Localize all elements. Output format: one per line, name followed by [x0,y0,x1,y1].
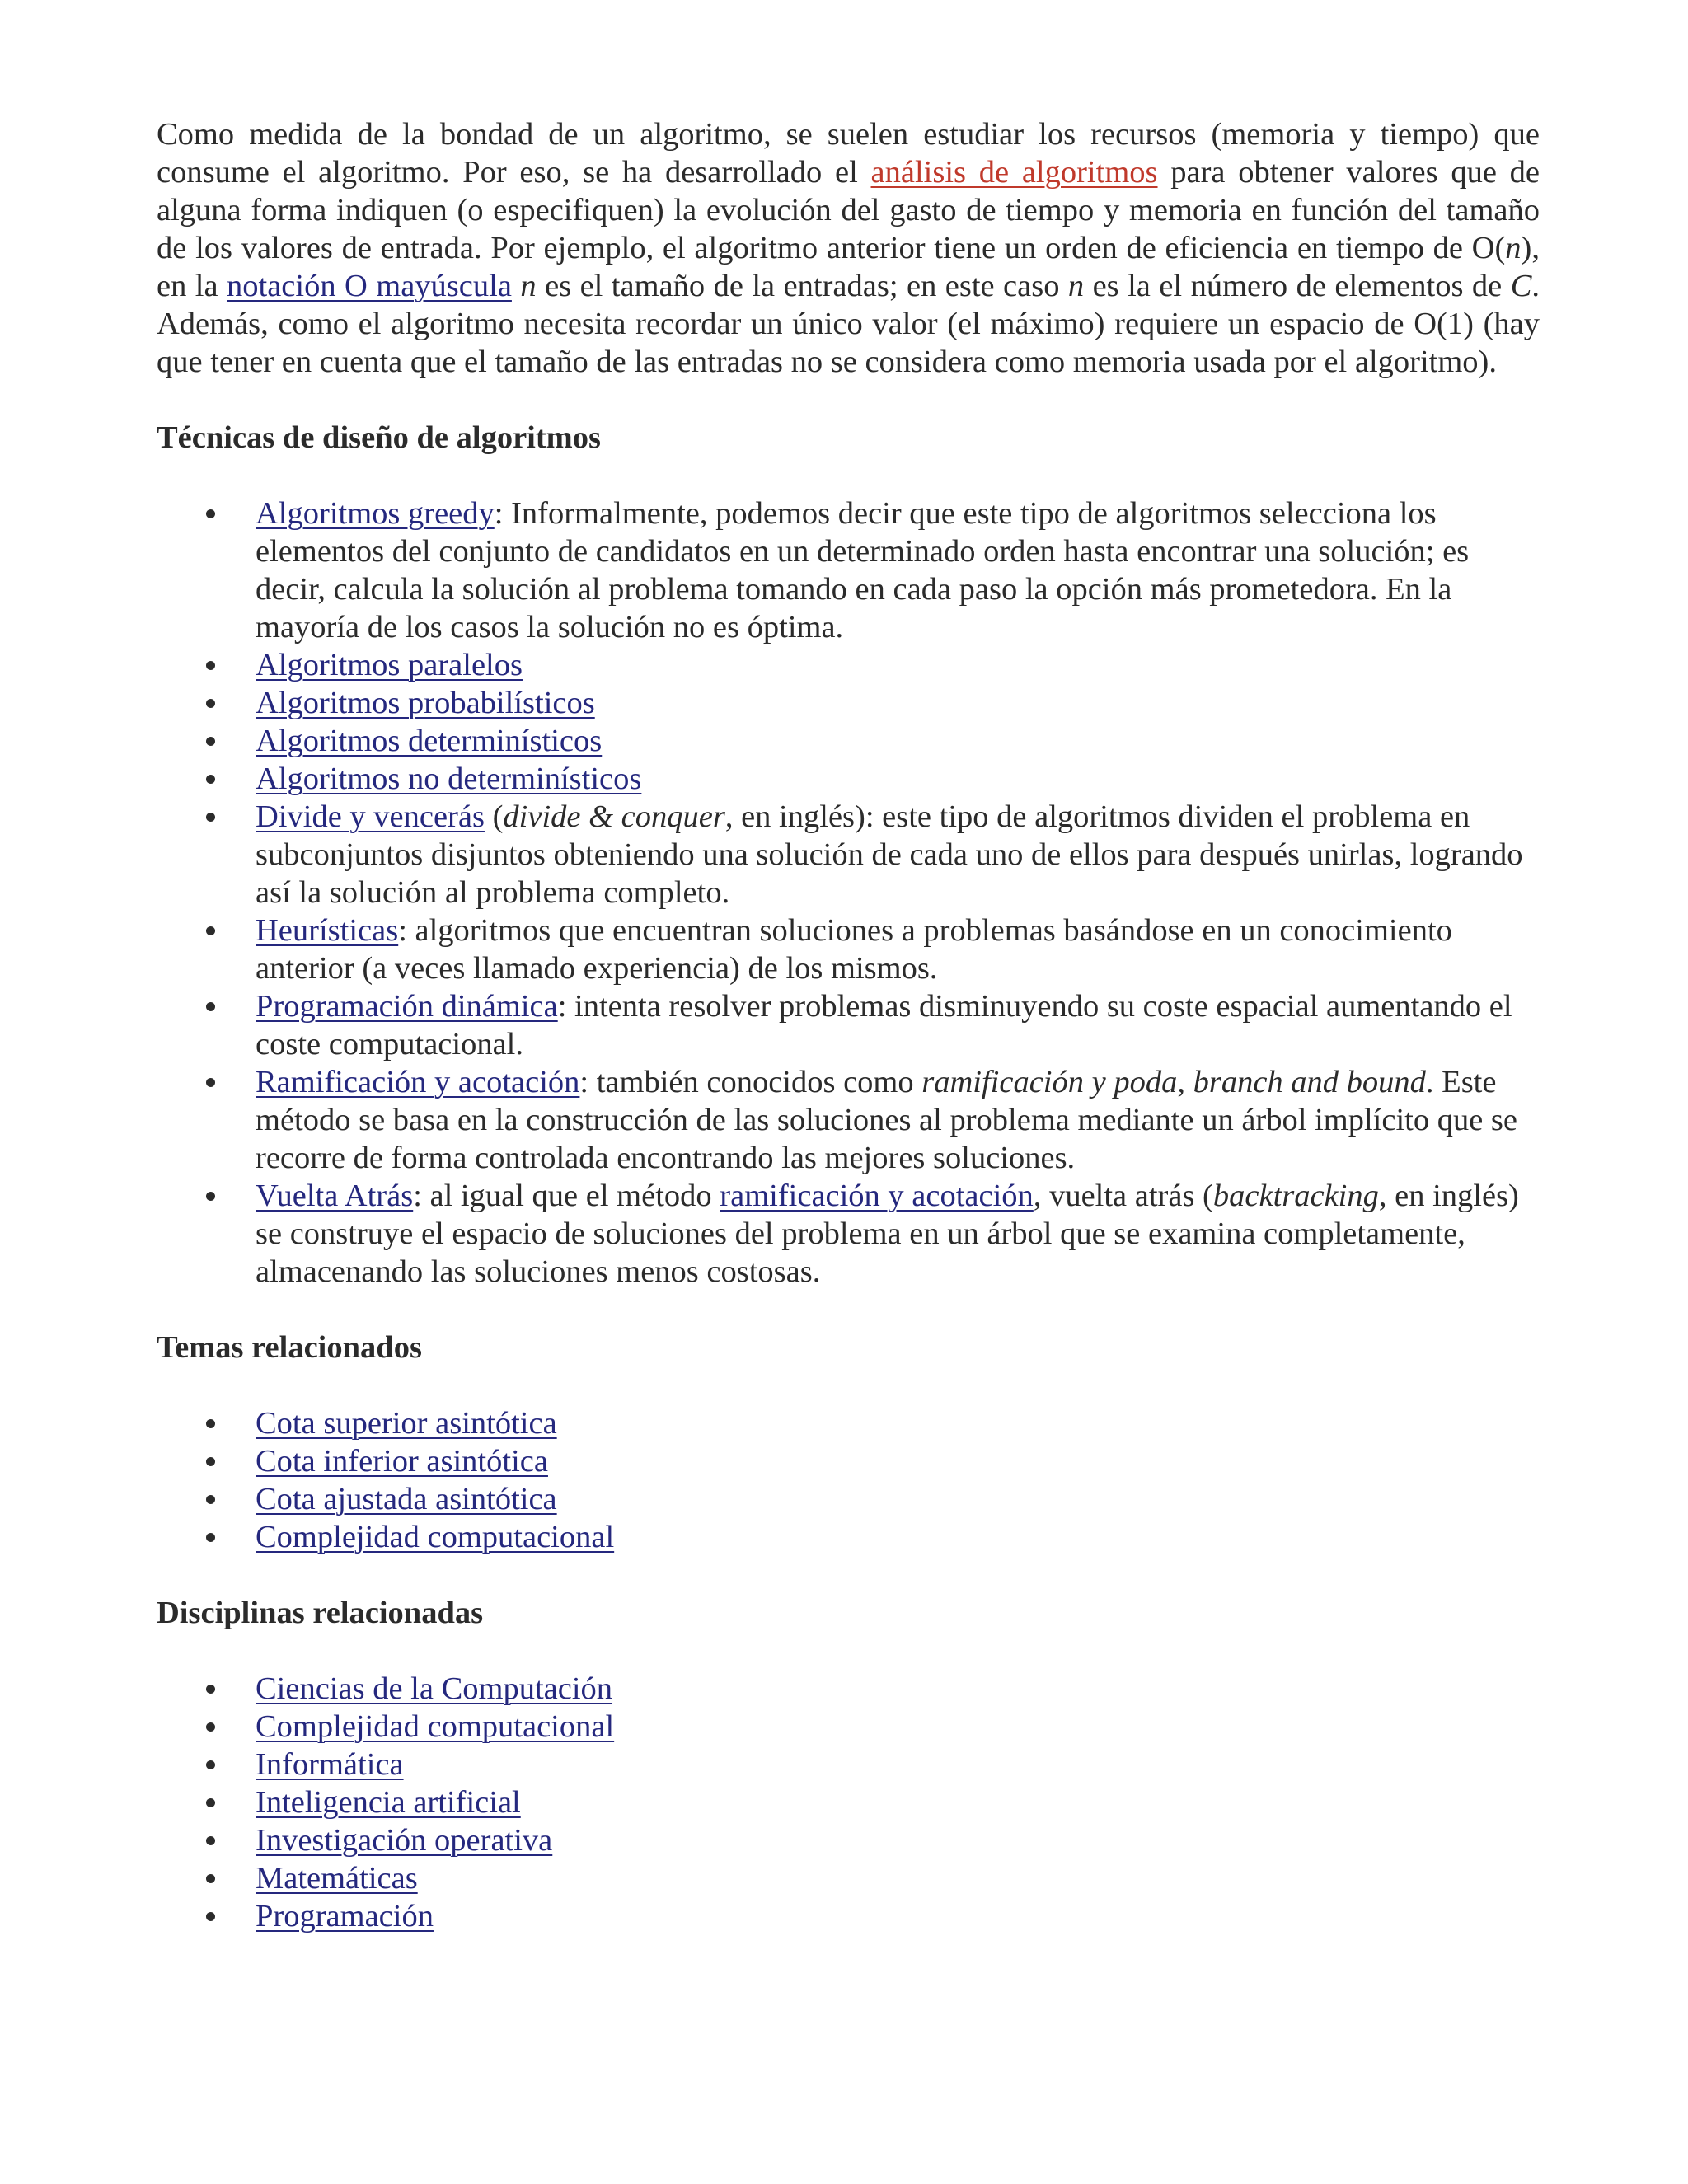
divide-text-1: ( [484,799,504,834]
branch-text-3: . Este método se basa en la construcción de las soluciones al problema mediante un árbol implícito que se recorre de forma controlada encontrando las mejores soluciones. [256,1065,1517,1175]
bullet-icon [206,1760,215,1769]
bullet-icon [206,1419,215,1428]
list-item [256,646,1540,684]
bullet-icon [206,926,215,935]
link-programacion[interactable]: Programación [256,1899,434,1933]
list-item [256,1821,1540,1859]
related-topics-list [157,1404,1540,1556]
intro-text-5: es el tamaño de la entradas; en este caso [536,269,1068,303]
link-algoritmos-no-deterministicos[interactable]: Algoritmos no determinísticos [256,762,642,796]
link-notacion-o-mayuscula[interactable]: notación O mayúscula [227,269,512,303]
link-algoritmos-deterministicos[interactable]: Algoritmos determinísticos [256,724,603,758]
link-matematicas[interactable]: Matemáticas [256,1861,418,1896]
link-algoritmos-probabilisticos[interactable]: Algoritmos probabilísticos [256,686,595,720]
bullet-icon [206,1002,215,1011]
backtracking-text-1: : al igual que el método [413,1179,720,1213]
intro-var-c: C [1510,269,1532,303]
related-topics-heading: Temas relacionados [157,1330,422,1365]
bullet-icon [206,737,215,746]
list-item [256,1859,1540,1897]
list-item [256,684,1540,722]
branch-text-1: : también conocidos como [579,1065,922,1099]
bullet-icon [206,1192,215,1201]
link-investigacion-operativa[interactable]: Investigación operativa [256,1823,553,1858]
link-heuristicas[interactable]: Heurísticas [256,913,399,948]
list-item [256,1442,1540,1480]
intro-text-1: Como medida de la bondad de un algoritmo, se suelen estudiar los recursos (memoria y tiempo) que consume el algoritmo. Por eso, se ha desarrollado el [157,117,1540,190]
list-item [256,987,1540,1063]
list-item [256,1783,1540,1821]
techniques-heading: Técnicas de diseño de algoritmos [157,420,601,455]
greedy-description: : Informalmente, podemos decir que este tipo de algoritmos selecciona los elementos del conjunto de candidatos en un determinado orden hasta encontrar una solución; es decir, calcula la solución al problema tomando en cada paso la opción más prometedora. En la mayoría de los casos la solución no es óptima. [256,496,1470,644]
backtracking-text-2: , vuelta atrás ( [1033,1179,1213,1213]
bullet-icon [206,1722,215,1732]
list-item [256,1063,1540,1177]
link-cota-ajustada-asintotica[interactable]: Cota ajustada asintótica [256,1482,557,1516]
intro-text-7: . Además, como el algoritmo necesita recordar un único valor (el máximo) requiere un espacio de O(1) (hay que tener en cuenta que el tamaño de las entradas no se considera como memoria usada por el algoritmo). [157,269,1540,379]
techniques-list [157,494,1540,1291]
list-item [256,1480,1540,1518]
bullet-icon [206,1457,215,1466]
intro-var-n: n [1505,231,1522,265]
link-algoritmos-paralelos[interactable]: Algoritmos paralelos [256,648,523,682]
intro-var-n: n [1067,269,1085,303]
bullet-icon [206,775,215,784]
list-item [256,494,1540,646]
link-cota-inferior-asintotica[interactable]: Cota inferior asintótica [256,1444,548,1479]
link-ramificacion-y-acotacion[interactable]: Ramificación y acotación [256,1065,580,1099]
intro-text-6: es la el número de elementos de [1084,269,1511,303]
link-algoritmos-greedy[interactable]: Algoritmos greedy [256,496,495,531]
list-item [256,1746,1540,1783]
branch-term-2: branch and bound [1193,1065,1426,1099]
link-programacion-dinamica[interactable]: Programación dinámica [256,989,558,1024]
backtracking-term: backtracking [1212,1179,1379,1213]
link-cota-superior-asintotica[interactable]: Cota superior asintótica [256,1406,557,1441]
bullet-icon [206,1874,215,1883]
intro-text-3: ), en la [157,231,1540,303]
backtracking-text-3: , en inglés) se construye el espacio de soluciones del problema en un árbol que se examina completamente, almacenando las soluciones menos costosas. [256,1179,1519,1289]
heuristics-description: : algoritmos que encuentran soluciones a problemas basándose en un conocimiento anterior (a veces llamado experiencia) de los mismos. [256,913,1452,986]
link-divide-y-venceras[interactable]: Divide y vencerás [256,799,485,834]
link-complejidad-computacional-2[interactable]: Complejidad computacional [256,1709,615,1744]
link-inteligencia-artificial[interactable]: Inteligencia artificial [256,1785,521,1820]
divide-english-term: divide & conquer [503,799,725,834]
intro-var-n: n [520,269,537,303]
list-item [256,1404,1540,1442]
intro-text-4 [512,269,520,303]
list-item [256,1670,1540,1708]
link-ciencias-de-la-computacion[interactable]: Ciencias de la Computación [256,1671,613,1706]
intro-text-2: para obtener valores que de alguna forma indiquen (o especifiquen) la evolución del gasto de tiempo y memoria en función del tamaño de los valores de entrada. Por ejemplo, el algoritmo anterior tiene un orden de eficiencia en tiempo de O( [157,155,1540,265]
bullet-icon [206,1912,215,1921]
dynamic-description: : intenta resolver problemas disminuyendo su coste espacial aumentando el coste computacional. [256,989,1512,1062]
list-item [256,1708,1540,1746]
link-complejidad-computacional[interactable]: Complejidad computacional [256,1520,615,1554]
bullet-icon [206,1798,215,1807]
intro-paragraph [157,115,1540,381]
related-disciplines-heading: Disciplinas relacionadas [157,1596,484,1630]
link-ramificacion-y-acotacion-inline[interactable]: ramificación y acotación [720,1179,1034,1213]
bullet-icon [206,661,215,670]
bullet-icon [206,813,215,822]
bullet-icon [206,1078,215,1087]
branch-text-2: , [1177,1065,1193,1099]
list-item [256,760,1540,798]
bullet-icon [206,1836,215,1845]
bullet-icon [206,1533,215,1542]
bullet-icon [206,699,215,708]
bullet-icon [206,509,215,518]
related-disciplines-list [157,1670,1540,1935]
list-item [256,1177,1540,1291]
link-informatica[interactable]: Informática [256,1747,404,1782]
link-analisis-de-algoritmos[interactable]: análisis de algoritmos [870,155,1158,190]
branch-term-1: ramificación y poda [921,1065,1178,1099]
list-item [256,1518,1540,1556]
list-item [256,722,1540,760]
list-item [256,1897,1540,1935]
list-item [256,798,1540,912]
link-vuelta-atras[interactable]: Vuelta Atrás [256,1179,414,1213]
bullet-icon [206,1495,215,1504]
list-item [256,912,1540,987]
bullet-icon [206,1685,215,1694]
divide-text-2: , en inglés): este tipo de algoritmos dividen el problema en subconjuntos disjuntos obteniendo una solución de cada uno de ellos para después unirlas, logrando así la solución al problema completo. [256,799,1523,910]
